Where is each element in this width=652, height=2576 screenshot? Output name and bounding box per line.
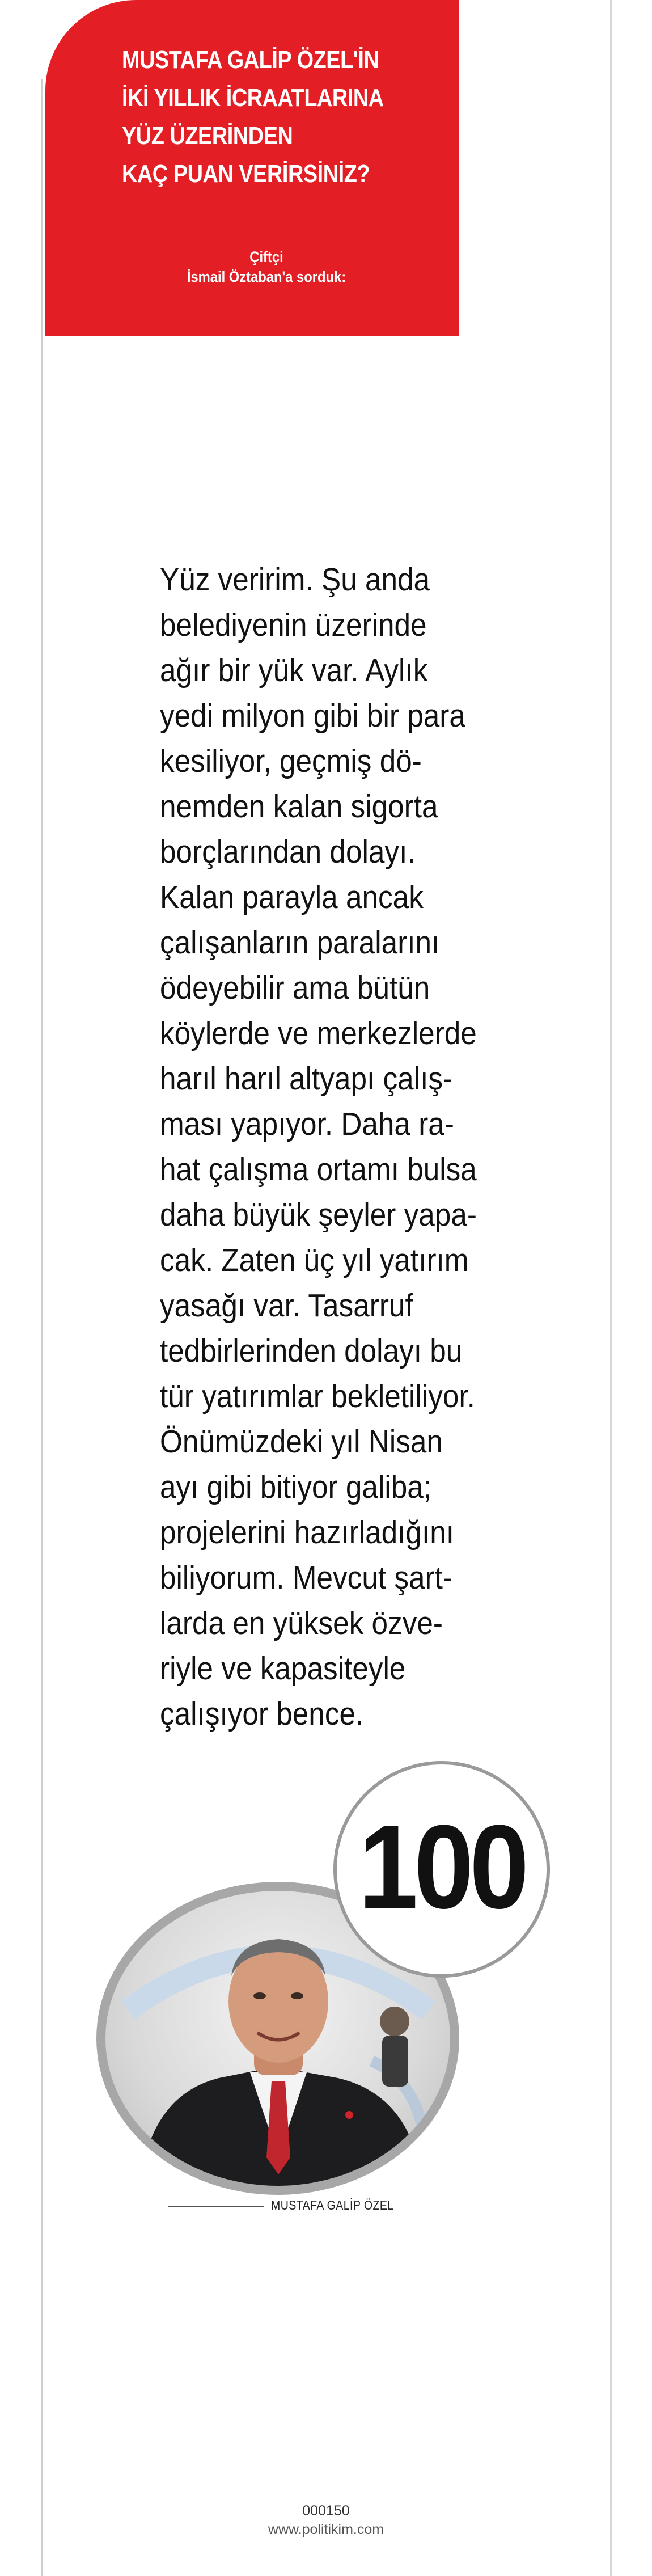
answer-line: daha büyük şeyler yapa- bbox=[160, 1197, 477, 1233]
answer-line: yasağı var. Tasarruf bbox=[160, 1287, 413, 1324]
footer-code: 000150 bbox=[302, 2503, 350, 2519]
answer-line: hat çalışma ortamı bulsa bbox=[160, 1151, 477, 1188]
answer-line: tedbirlerinden dolayı bu bbox=[160, 1333, 463, 1369]
answer-line: biliyorum. Mevcut şart- bbox=[160, 1560, 452, 1596]
score-badge bbox=[333, 1761, 550, 1978]
answer-line: ması yapıyor. Daha ra- bbox=[160, 1106, 454, 1142]
page-border-right bbox=[610, 0, 612, 2576]
answer-line: cak. Zaten üç yıl yatırım bbox=[160, 1242, 469, 1278]
answer-line: harıl harıl altyapı çalış- bbox=[160, 1061, 453, 1097]
answer-line: köylerde ve merkezlerde bbox=[160, 1015, 477, 1051]
photo-caption: MUSTAFA GALİP ÖZEL bbox=[271, 2198, 394, 2212]
answer-line: Önümüzdeki yıl Nisan bbox=[160, 1424, 443, 1460]
answer-line: larda en yüksek özve- bbox=[160, 1605, 443, 1641]
answer-line: ağır bir yük var. Aylık bbox=[160, 652, 428, 689]
answer-line: ödeyebilir ama bütün bbox=[160, 970, 430, 1006]
answer-line: belediyenin üzerinde bbox=[160, 607, 427, 643]
respondent-name: İsmail Öztaban'a sorduk: bbox=[187, 268, 346, 285]
header-question-line: MUSTAFA GALİP ÖZEL'İN bbox=[122, 46, 379, 74]
caption-divider bbox=[168, 2206, 264, 2207]
respondent-occupation: Çiftçi bbox=[249, 248, 283, 265]
answer-line: ayı gibi bitiyor galiba; bbox=[160, 1469, 432, 1505]
header-question bbox=[122, 41, 395, 193]
footer-url[interactable]: www.politikim.com bbox=[268, 2522, 384, 2537]
answer-line: borçlarından dolayı. bbox=[160, 834, 416, 870]
answer-line: çalışanların paralarını bbox=[160, 924, 440, 961]
page-border-left bbox=[41, 79, 43, 2576]
answer-line: Yüz veririm. Şu anda bbox=[160, 561, 430, 598]
answer-line: Kalan parayla ancak bbox=[160, 879, 424, 915]
answer-line: tür yatırımlar bekletiliyor. bbox=[160, 1378, 475, 1414]
answer-line: kesiliyor, geçmiş dö- bbox=[160, 743, 422, 779]
score-value: 100 bbox=[358, 1800, 525, 1933]
answer-text bbox=[160, 557, 523, 1737]
answer-line: riyle ve kapasiteyle bbox=[160, 1650, 406, 1687]
answer-line: nemden kalan sigorta bbox=[160, 788, 438, 825]
header-question-line: İKİ YILLIK İCRAATLARINA bbox=[122, 84, 384, 112]
header-question-line: KAÇ PUAN VERİRSİNİZ? bbox=[122, 160, 370, 188]
header-question-line: YÜZ ÜZERİNDEN bbox=[122, 122, 293, 150]
answer-line: projelerini hazırladığını bbox=[160, 1514, 454, 1551]
answer-line: yedi milyon gibi bir para bbox=[160, 698, 465, 734]
answer-line: çalışıyor bence. bbox=[160, 1696, 364, 1732]
respondent-info bbox=[156, 247, 376, 287]
